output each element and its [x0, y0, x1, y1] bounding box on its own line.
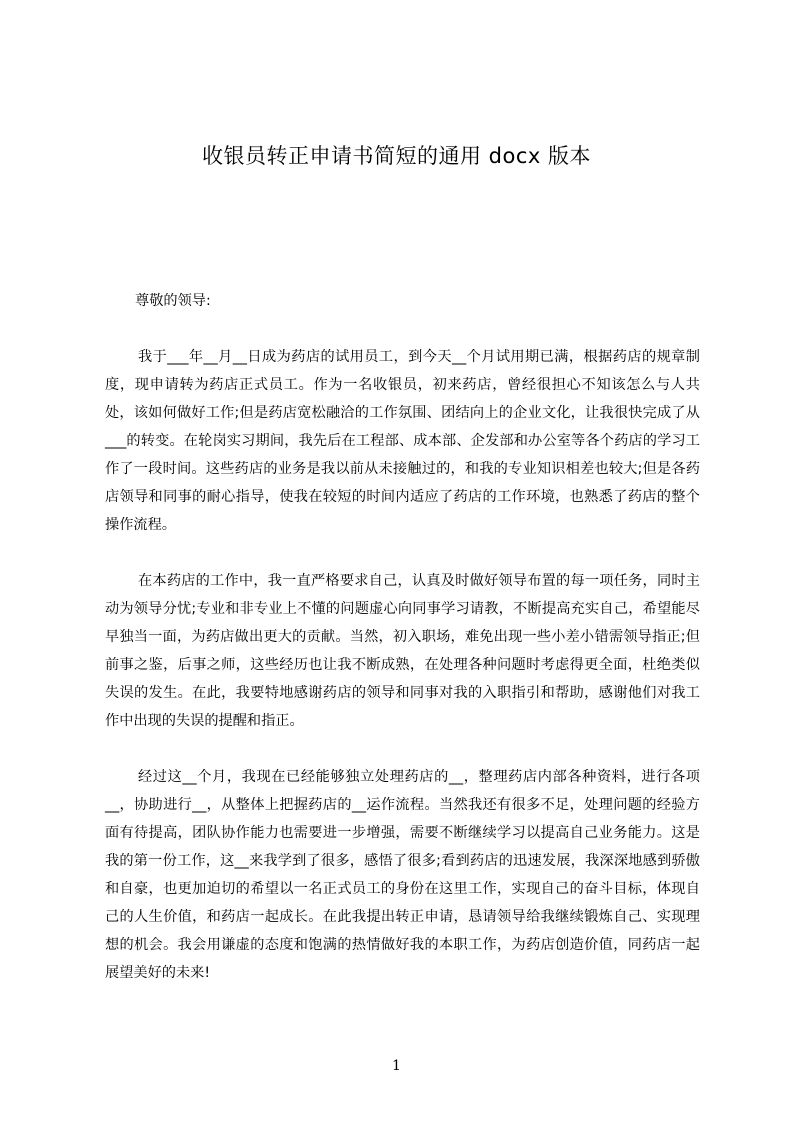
page-number: 1	[392, 1058, 401, 1074]
paragraph-conclusion: 经过这__个月，我现在已经能够独立处理药店的__，整理药店内部各种资料，进行各项__，协助进行__，从整体上把握药店的__运作流程。当然我还有很多不足，处理问题的经验方面有待提高，团队协作能力也需要进一步增强，需要不断继续学习以提高自己业务能力。这是我的第一份工作，这__来我学到了很多，感悟了很多;看到药店的迅速发展，我深深地感到骄傲和自豪，也更加迫切的希望以一名正式员工的身份在这里工作，实现自己的奋斗目标，体现自己的人生价值，和药店一起成长。在此我提出转正申请，恳请领导给我继续锻炼自己、实现理想的机会。我会用谦虚的态度和饱满的热情做好我的本职工作，为药店创造价值，同药店一起展望美好的未来!	[105, 769, 700, 981]
paragraph-work-attitude: 在本药店的工作中，我一直严格要求自己，认真及时做好领导布置的每一项任务，同时主动为领导分忧;专业和非专业上不懂的问题虚心向同事学习请教，不断提高充实自己，希望能尽早独当一面，为药店做出更大的贡献。当然，初入职场，难免出现一些小差小错需领导指正;但前事之鉴，后事之师，这些经历也让我不断成熟，在处理各种问题时考虑得更全面，杜绝类似失误的发生。在此，我要特地感谢药店的领导和同事对我的入职指引和帮助，感谢他们对我工作中出现的失误的提醒和指正。	[105, 573, 700, 729]
salutation: 尊敬的领导:	[135, 293, 211, 309]
document-title: 收银员转正申请书简短的通用 docx 版本	[201, 144, 591, 168]
document-body	[105, 287, 700, 1015]
paragraph-probation: 我于___年__月__日成为药店的试用员工，到今天__个月试用期已满，根据药店的规章制度，现申请转为药店正式员工。作为一名收银员，初来药店，曾经很担心不知该怎么与人共处，该如何做好工作;但是药店宽松融洽的工作氛围、团结向上的企业文化，让我很快完成了从___的转变。在轮岗实习期间，我先后在工程部、成本部、企发部和办公室等各个药店的学习工作了一段时间。这些药店的业务是我以前从未接触过的，和我的专业知识相差也较大;但是各药店领导和同事的耐心指导，使我在较短的时间内适应了药店的工作环境，也熟悉了药店的整个操作流程。	[105, 349, 700, 533]
